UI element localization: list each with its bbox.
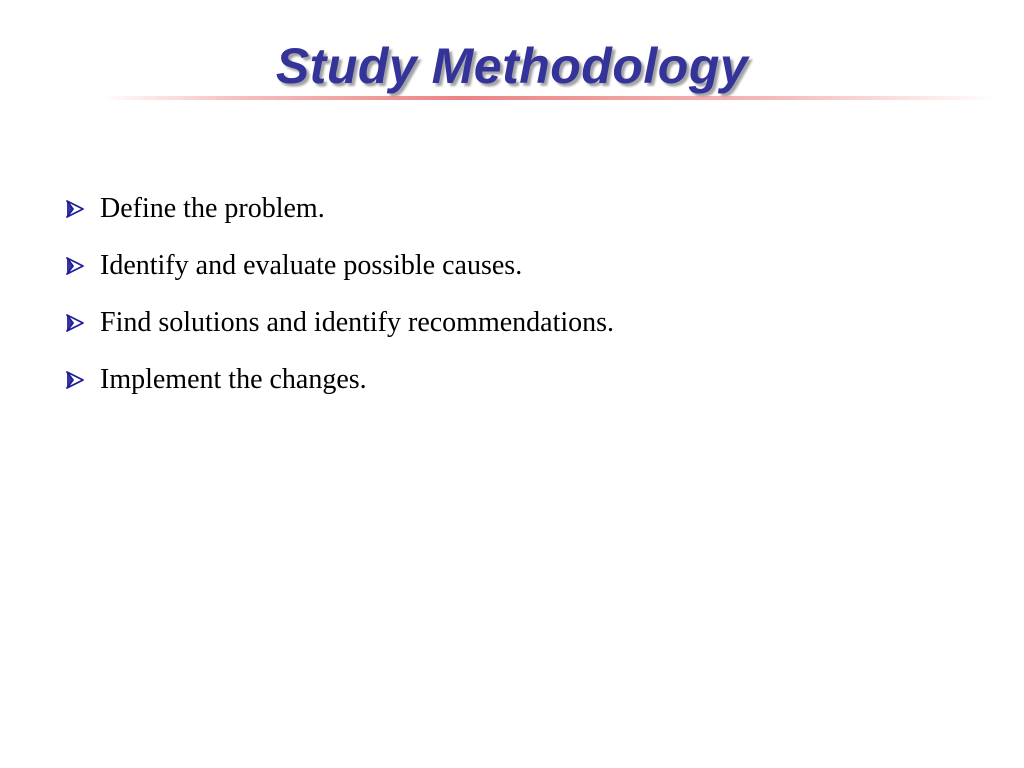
bullet-text: Find solutions and identify recommendations. [100, 306, 615, 338]
slide-title: Study Methodology [275, 38, 749, 94]
list-item [64, 237, 614, 294]
list-item [64, 294, 614, 351]
list-item [64, 351, 614, 408]
arrow-bullet-icon [64, 255, 86, 277]
bullet-text: Define the problem. [100, 192, 325, 224]
title-underline [100, 96, 1000, 100]
bullet-text: Implement the changes. [100, 363, 367, 395]
list-item [64, 180, 614, 237]
arrow-bullet-icon [64, 369, 86, 391]
bullet-list [64, 180, 614, 408]
bullet-text: Identify and evaluate possible causes. [100, 249, 523, 281]
arrow-bullet-icon [64, 312, 86, 334]
arrow-bullet-icon [64, 198, 86, 220]
